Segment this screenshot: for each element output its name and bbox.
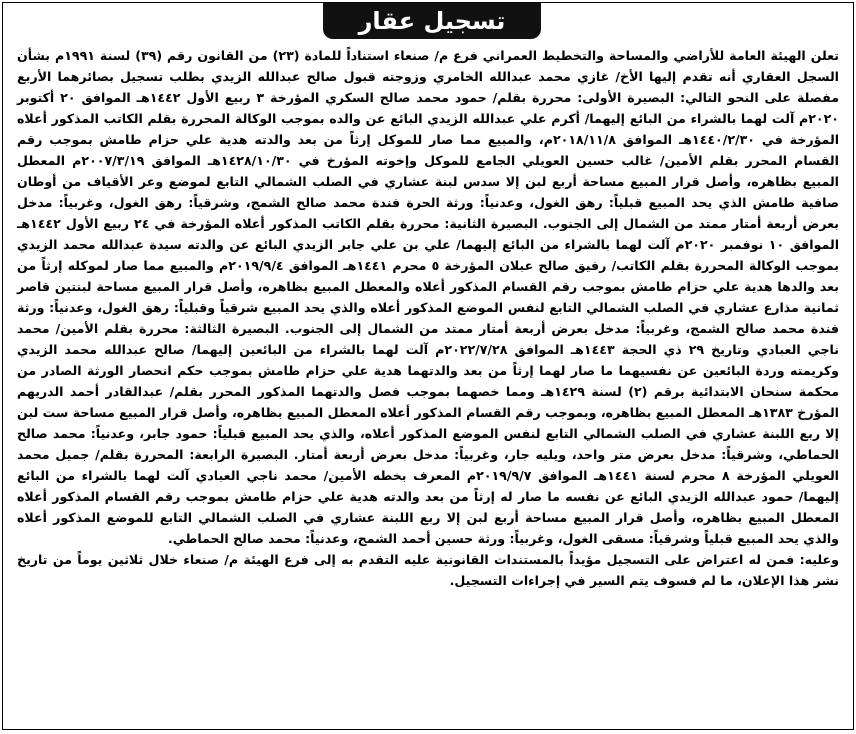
notice-paragraph-objection: وعليه: فمن له اعتراض على التسجيل مؤيداً بالمستندات القانونية عليه التقدم به إلى فرع الهيئة م/ صنعاء خلال ثلاثين يوماً من تاريخ نشر هذا الإعلان، ما لم فسوف يتم السير في إجراءات التسجيل. [17, 552, 839, 588]
notice-paragraph-main: تعلن الهيئة العامة للأراضي والمساحة والتخطيط العمراني فرع م/ صنعاء استناداً للمادة (٢٣) من القانون رقم (٣٩) لسنة ١٩٩١م بشأن السجل العقاري أنه تقدم إليها الأخ/ غازي محمد عبدالله الخامري وزوجته قبول صالح عبدالله الزيدي بطلب تسجيل بصائرهما الأربع مفصلة على النحو التالي: البصيرة الأولى: محررة بقلم/ حمود محمد صالح السكري المؤرخة ٣ ربيع الأول ١٤٤٢هـ الموافق ٢٠ أكتوبر ٢٠٢٠م آلت لهما بالشراء من البائع إليهما/ أكرم علي عبدالله الزيدي البائع عن والده بموجب الوكالة المحررة بقلم الكاتب المذكور أعلاه المؤرخة في ١٤٤٠/٢/٣٠هـ الموافق ٢٠١٨/١١/٨م، والمبيع مما صار للموكل إرثاً من بعد والدته هدية علي حزام طامش بموجب رقم القسام المحرر بقلم الأمين/ غالب حسين العويلي الجامع للموكل وإخوته المؤرخ في ١٤٢٨/١٠/٣٠هـ الموافق ٢٠٠٧/٣/١٩م المعطل المبيع بظاهره، وأصل قرار المبيع مساحة أربع لبن إلا سدس لبنة عشاري في الصلب الشمالي التابع لموضع وعر الأقياف من أوطان صافية طامش الذي يحد المبيع قبلياً: رهق الغول، وعدنياً: ورثة الحرة فندة محمد صالح الشمج، وشرقياً: رهق الغول، وغربياً: مدخل بعرض أربعة أمتار ممتد من الشمال إلى الجنوب. البصيرة الثانية: محررة بقلم الكاتب المذكور أعلاه المؤرخة في ٢٤ ربيع الأول ١٤٤٢هـ الموافق ١٠ نوفمبر ٢٠٢٠م آلت لهما بالشراء من البائع إليهما/ علي بن علي جابر الزيدي البائع عن والدته سيدة عبدالله محمد الزيدي بموجب الوكالة المحررة بقلم الكاتب/ رفيق صالح عبلان المؤرخة ٥ محرم ١٤٤١هـ الموافق ٢٠١٩/٩/٤م والمبيع مما صار لموكله إرثاً من بعد والدها هدية علي حزام طامش بموجب رقم القسام المذكور أعلاه والمعطل المبيع بظاهره، وأصل قرار المبيع مساحة لبنتين قاصر ثمانية مذارع عشاري في الصلب الشمالي التابع لنفس الموضع المذكور أعلاه والذي يحد المبيع شرقياً وقبلياً: رهق الغول، وعدنياً: ورثة فندة محمد صالح الشمج، وغربياً: مدخل بعرض أربعة أمتار ممتد من الشمال إلى الجنوب. البصيرة الثالثة: محررة بقلم الأمين/ محمد ناجي العبادي وتاريخ ٢٩ ذي الحجة ١٤٤٣هـ الموافق ٢٠٢٢/٧/٢٨م آلت لهما بالشراء من البائعين إليهما/ صالح عبدالله محمد الزيدي وكريمته وردة البائعين عن نفسيهما ما صار لهما إرثاً من بعد والدتهما هدية علي حزام طامش بموجب حكم انحصار الورثة الصادر من محكمة سنحان الابتدائية برقم (٢) لسنة ١٤٢٩هـ ومما خصهما بموجب فصل والدتهما المذكور المحرر بقلم/ عبدالقادر أحمد الدريهم المؤرخ ١٣٨٣هـ المعطل المبيع بظاهره، وبموجب رقم القسام المذكور أعلاه المعطل المبيع بظاهره، وأصل قرار المبيع مساحة ست لبن إلا ربع اللبنة عشاري في الصلب الشمالي التابع لنفس الموضع المذكور أعلاه، والذي يحد المبيع قبلياً: حمود جابر، وعدنياً: محمد صالح الحماطي، وشرقياً: مدخل بعرض متر واحد، ويليه جار، وغربياً: مدخل بعرض أربعة أمتار. البصيرة الرابعة: المحررة بقلم/ جميل محمد العويلي المؤرخة ٨ محرم لسنة ١٤٤١هـ الموافق ٢٠١٩/٩/٧م المعرف بخطه الأمين/ محمد ناجي العبادي آلت لهما بالشراء من البائع إليهما/ حمود عبدالله الزيدي البائع عن نفسه ما صار له إرثاً من بعد والدته هدية علي حزام طامش بموجب رقم القسام المذكور أعلاه المعطل المبيع بظاهره، وأصل قرار المبيع مساحة أربع لبن إلا ربع اللبنة عشاري في الصلب الشمالي التابع للموضع المذكور أعلاه والذي يحد المبيع قبلياً وشرقياً: مسقى الغول، وغربياً: ورثة حسين أحمد الشمج، وعدنياً: محمد صالح الحماطي. [17, 48, 840, 546]
notice-body [17, 45, 839, 591]
notice-title: تسجيل عقار [323, 3, 541, 39]
property-registration-notice [2, 2, 854, 730]
